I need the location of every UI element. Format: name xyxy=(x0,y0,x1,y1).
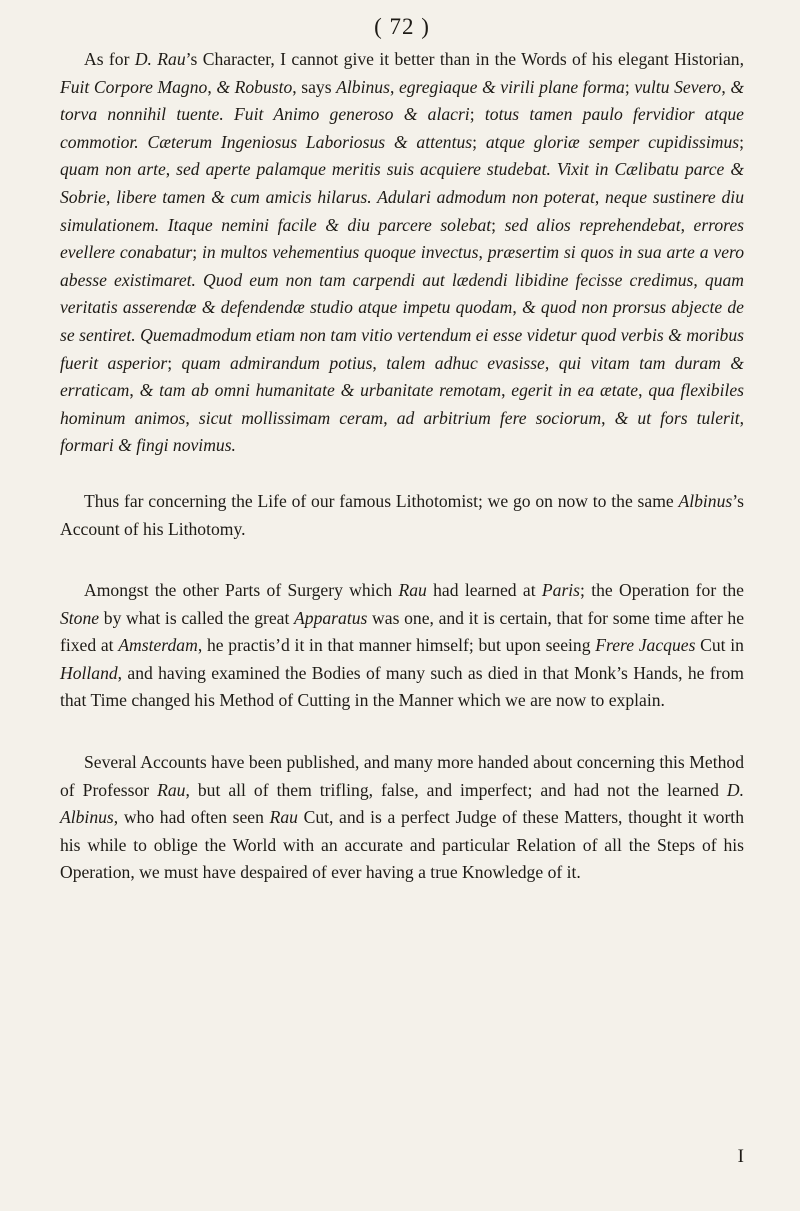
text-run: , xyxy=(544,352,559,373)
text-run: As for xyxy=(84,49,135,69)
italic-run: Holland xyxy=(60,662,118,683)
italic-run: Fuit Corpore Magno xyxy=(60,76,208,97)
text-run: , says xyxy=(292,76,337,97)
italic-run: sed aperte palamque meritis suis acquiere studebat. Vixit in Cælibatu parce & Sobrie xyxy=(60,159,745,207)
italic-run: Albinus xyxy=(678,490,733,511)
italic-run: quam veritatis asserendæ & defendendæ studio atque impetu quodam xyxy=(60,269,745,318)
paragraph-amongst-other-parts xyxy=(60,577,744,715)
italic-run: D. Rau xyxy=(134,49,186,69)
text-run: , but all of them trifling, false, and imperfect; and had not the learned xyxy=(185,779,727,800)
italic-run: quam admirandum potius xyxy=(181,352,373,373)
text-run: ; xyxy=(472,131,486,152)
italic-run: Rau xyxy=(269,807,298,828)
text-run: , xyxy=(207,76,217,97)
italic-run: atque gloriæ semper cupidissimus xyxy=(485,131,740,152)
italic-run: errores evellere conabatur xyxy=(60,214,745,263)
italic-run: egerit in ea ætate xyxy=(511,380,639,401)
catchword: I xyxy=(737,1146,744,1167)
text-run: , xyxy=(165,159,177,180)
italic-run: & ut fors tulerit xyxy=(614,407,740,428)
italic-run: totus tamen paulo fervidior atque commotior. Cæterum Ingeniosus Laboriosus & attentus xyxy=(60,104,744,152)
paragraph-several-accounts xyxy=(60,749,744,887)
italic-run: D. Albinus xyxy=(60,779,744,828)
italic-run: & Robusto xyxy=(216,76,293,97)
text-run: Amongst the other Parts of Surgery which xyxy=(84,580,399,601)
text-run: , xyxy=(129,380,140,401)
text-run: ; the Operation for the xyxy=(580,580,744,601)
text-run: , and having examined the Bodies of many such as died in that Monk’s Hands, he from that Time changed his Method of Cutting in the Manner which we are now to explain. xyxy=(60,662,744,711)
text-run: , xyxy=(372,352,387,373)
italic-run: qui vitam tam duram & erraticam xyxy=(60,352,744,401)
italic-run: Albinus xyxy=(336,76,390,97)
text-run: , xyxy=(680,214,694,235)
text-run: , xyxy=(478,242,488,263)
italic-run: & quod non prorsus abjecte de se sentiret. Quemadmodum etiam non tam vitio vertendum ei esse videtur quod verbis & moribus fuerit asperior xyxy=(60,297,744,373)
text-run: ; xyxy=(192,242,202,263)
text-run: , xyxy=(389,76,399,97)
italic-run: Frere Jacques xyxy=(595,635,696,656)
italic-run: talem adhuc evasisse xyxy=(386,352,545,373)
text-run: , xyxy=(185,407,199,428)
italic-run: libere tamen & cum amicis hilarus. Adulari admodum non poterat xyxy=(116,186,595,207)
italic-run: Amsterdam xyxy=(118,635,198,656)
text-run: , xyxy=(501,380,512,401)
text-run: ’s Account of his Lithotomy. xyxy=(60,490,744,539)
italic-run: neque sustinere diu simulationem. Itaque nemini facile & diu parcere solebat xyxy=(60,186,744,235)
text-run: , xyxy=(601,407,615,428)
text-run: Cut, and is a perfect Judge of these Matters, thought it worth his while to oblige the World with an accurate and particular Relation of all the Steps of his Operation, we must have despaired of ever having a true Knowledge of it. xyxy=(60,807,744,883)
italic-run: & torva nonnihil tuente. Fuit Animo generoso & alacri xyxy=(60,76,744,125)
text-run: , xyxy=(638,380,649,401)
text-run: Several Accounts have been published, and many more handed about concerning this Method of Professor xyxy=(60,752,744,800)
text-run: ; xyxy=(167,352,182,373)
text-run: ; xyxy=(491,214,505,235)
italic-run: & tam ab omni humanitate & urbanitate remotam xyxy=(139,380,502,401)
italic-run: ad arbitrium fere sociorum xyxy=(396,407,602,428)
text-run: , he practis’d it in that manner himself; but upon seeing xyxy=(197,635,596,656)
italic-run: Rau xyxy=(398,580,427,601)
paragraph-thus-far xyxy=(60,488,744,543)
italic-run: sicut mollissimam ceram xyxy=(198,407,384,428)
text-run: , who had often seen xyxy=(113,807,270,828)
text-run: ; xyxy=(624,76,635,97)
text-run: Cut in xyxy=(695,635,744,656)
text-run: had learned at xyxy=(426,580,542,601)
text-run: Thus far concerning the Life of our famous Lithotomist; we go on now to the same xyxy=(84,490,679,511)
text-run: , xyxy=(693,269,705,290)
text-run: , xyxy=(512,297,522,318)
italic-run: qua flexibiles hominum animos xyxy=(60,380,745,428)
text-run: , xyxy=(594,186,606,207)
italic-run: Rau xyxy=(157,779,186,800)
italic-run: Apparatus xyxy=(294,607,368,628)
paragraph-character-latin xyxy=(60,46,744,460)
italic-run: Paris xyxy=(541,580,581,601)
italic-run: quam non arte xyxy=(60,159,166,180)
text-run: , xyxy=(383,407,397,428)
text-run: , xyxy=(739,407,745,428)
text-run: ; xyxy=(739,131,744,152)
italic-run: Stone xyxy=(60,607,100,628)
text-run: , xyxy=(721,76,731,97)
text-run: was one, and it is certain, that for some time after he fixed at xyxy=(60,607,744,656)
text-run: ; xyxy=(469,104,485,125)
text-run: by what is called the great xyxy=(99,607,295,628)
text-run: , xyxy=(105,186,117,207)
italic-run: vultu Severo xyxy=(634,76,722,97)
page-number: ( 72 ) xyxy=(374,14,430,39)
italic-run: præsertim si quos in sua arte a vero abesse existimaret. Quod eum non tam carpendi aut lædendi libidine fecisse credimus xyxy=(60,242,744,290)
italic-run: formari & fingi novimus. xyxy=(60,435,236,456)
italic-run: in multos vehementius quoque invectus xyxy=(201,242,479,263)
italic-run: egregiaque & virili plane forma xyxy=(398,76,625,97)
italic-run: sed alios reprehendebat xyxy=(504,214,681,235)
text-run: ’s Character, I cannot give it better than in the Words of his elegant Historian, xyxy=(185,49,745,69)
